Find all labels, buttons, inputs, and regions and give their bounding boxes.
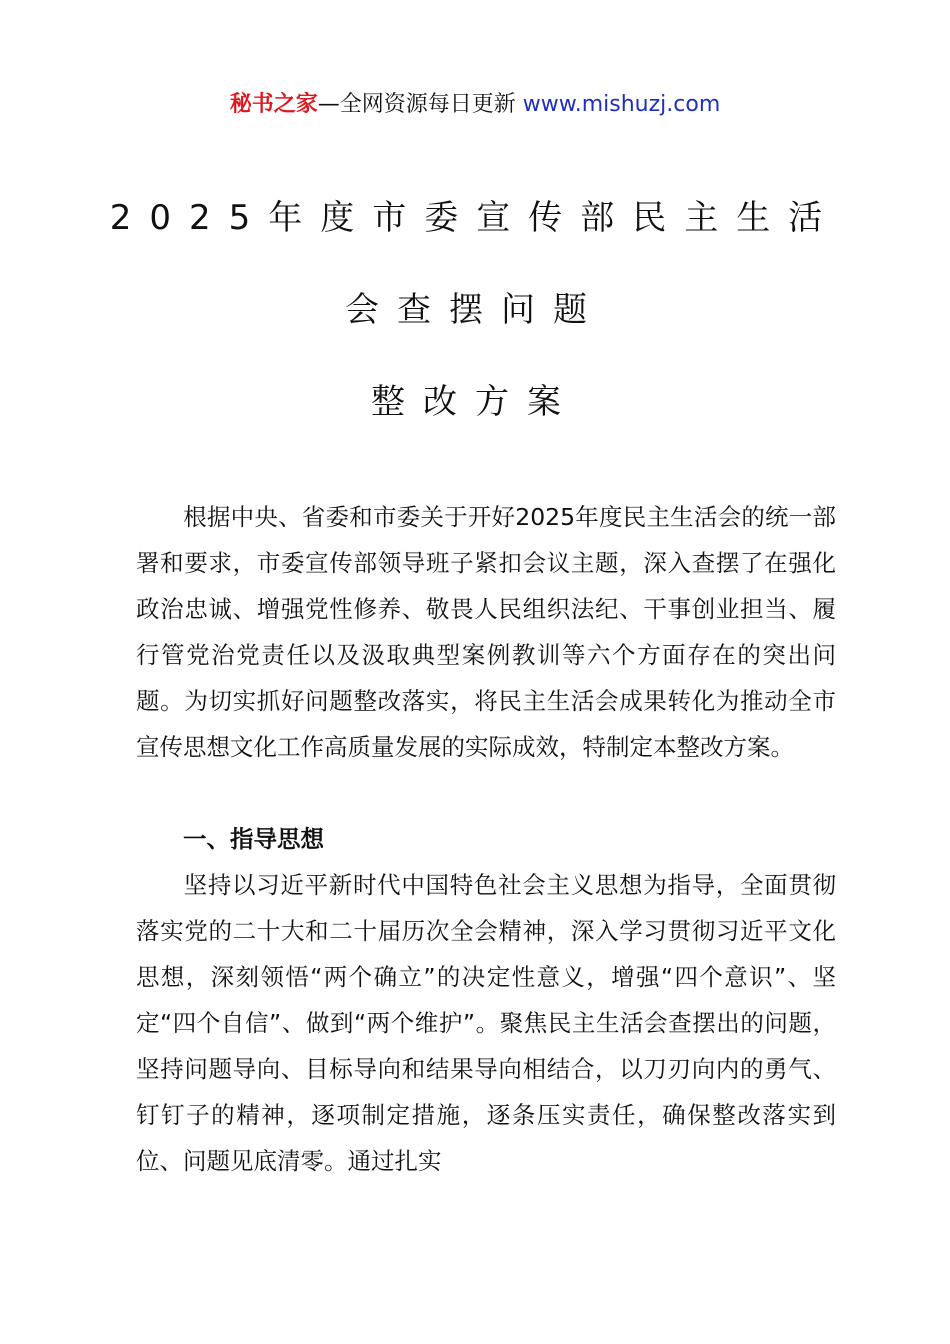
site-header (0, 90, 950, 120)
document-title-line-3: 整改方案 (371, 382, 579, 422)
intro-paragraph (136, 494, 836, 770)
guiding-thought-paragraph (136, 862, 836, 1184)
header-tagline: —全网资源每日更新 (317, 92, 516, 117)
document-title-line-2: 会查摆问题 (345, 290, 605, 330)
guiding-thought-paragraph-text: 坚持以习近平新时代中国特色社会主义思想为指导，全面贯彻落实党的二十大和二十届历次全会精神，深入学习贯彻习近平文化思想，深刻领悟“两个确立”的决定性意义，增强“四个意识”、坚定“四个自信”、做到“两个维护”。聚焦民主生活会查摆出的问题，坚持问题导向、目标导向和结果导向相结合，以刀刃向内的勇气、钉钉子的精神，逐项制定措施，逐条压实责任，确保整改落实到位、问题见底清零。通过扎实 (136, 871, 836, 1175)
site-url-link[interactable]: www.mishuzj.com (522, 92, 721, 117)
document-title-line-1: 2025年度市委宣传部民主生活 (109, 198, 841, 238)
section-heading-text: 一、指导思想 (183, 825, 324, 853)
brand-name: 秘书之家 (229, 92, 318, 117)
intro-paragraph-text: 根据中央、省委和市委关于开好2025年度民主生活会的统一部署和要求，市委宣传部领导班子紧扣会议主题，深入查摆了在强化政治忠诚、增强党性修养、敬畏人民组织法纪、干事创业担当、履行管党治党责任以及汲取典型案例教训等六个方面存在的突出问题。为切实抓好问题整改落实，将民主生活会成果转化为推动全市宣传思想文化工作高质量发展的实际成效，特制定本整改方案。 (136, 503, 836, 761)
section-heading-guiding-thought (136, 816, 836, 862)
